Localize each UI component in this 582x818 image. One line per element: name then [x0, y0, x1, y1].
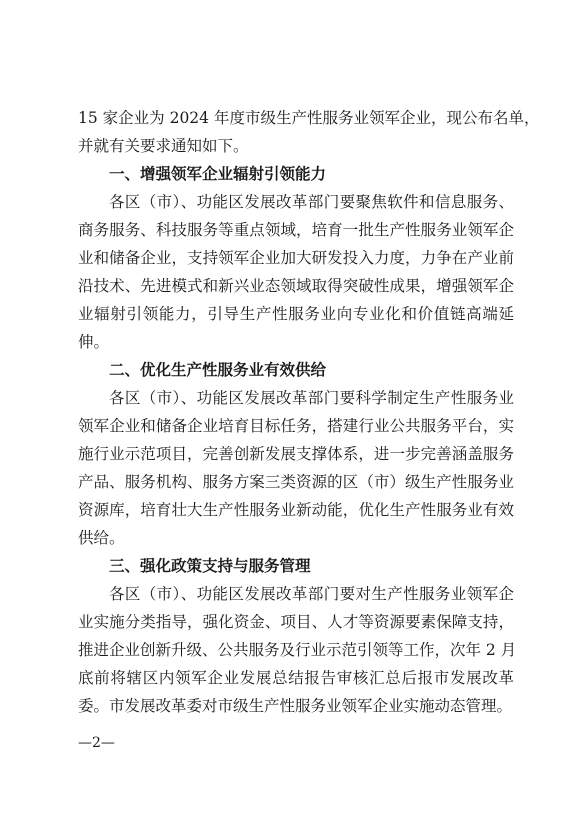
- section-3-line-4: 底前将辖区内领军企业发展总结报告审核汇总后报市发展改革: [78, 669, 514, 687]
- page-number: —2—: [78, 735, 115, 751]
- section-2-line-2: 领军企业和储备企业培育目标任务，搭建行业公共服务平台，实: [78, 417, 514, 435]
- section-2-line-6: 供给。: [78, 529, 125, 547]
- section-3-line-2: 业实施分类指导，强化资金、项目、人才等资源要素保障支持，: [78, 613, 514, 631]
- section-1-heading: 一、增强领军企业辐射引领能力: [109, 165, 327, 183]
- section-3-line-5: 委。市发展改革委对市级生产性服务业领军企业实施动态管理。: [78, 697, 513, 715]
- section-2-line-5: 资源库，培育壮大生产性服务业新动能，优化生产性服务业有效: [78, 501, 514, 519]
- section-1-line-6: 伸。: [78, 333, 110, 351]
- intro-line-1: 15 家企业为 2024 年度市级生产性服务业领军企业，现公布名单，: [78, 109, 540, 127]
- section-3-heading: 三、强化政策支持与服务管理: [109, 557, 311, 575]
- section-1-line-3: 业和储备企业，支持领军企业加大研发投入力度，力争在产业前: [78, 249, 514, 267]
- section-2-line-1: 各区（市）、功能区发展改革部门要科学制定生产性服务业: [109, 389, 514, 407]
- section-1-line-5: 业辐射引领能力，引导生产性服务业向专业化和价值链高端延: [78, 305, 514, 323]
- section-1-line-1: 各区（市）、功能区发展改革部门要聚焦软件和信息服务、: [109, 193, 514, 211]
- intro-line-2: 并就有关要求通知如下。: [78, 137, 249, 155]
- section-1-line-2: 商务服务、科技服务等重点领域，培育一批生产性服务业领军企: [78, 221, 514, 239]
- section-3-line-3: 推进企业创新升级、公共服务及行业示范引领等工作，次年 2 月: [78, 641, 517, 659]
- section-2-heading: 二、优化生产性服务业有效供给: [109, 361, 327, 379]
- section-3-line-1: 各区（市）、功能区发展改革部门要对生产性服务业领军企: [109, 585, 514, 603]
- section-2-line-3: 施行业示范项目，完善创新发展支撑体系，进一步完善涵盖服务: [78, 445, 514, 463]
- section-2-line-4: 产品、服务机构、服务方案三类资源的区（市）级生产性服务业: [78, 473, 514, 491]
- section-1-line-4: 沿技术、先进模式和新兴业态领域取得突破性成果，增强领军企: [78, 277, 514, 295]
